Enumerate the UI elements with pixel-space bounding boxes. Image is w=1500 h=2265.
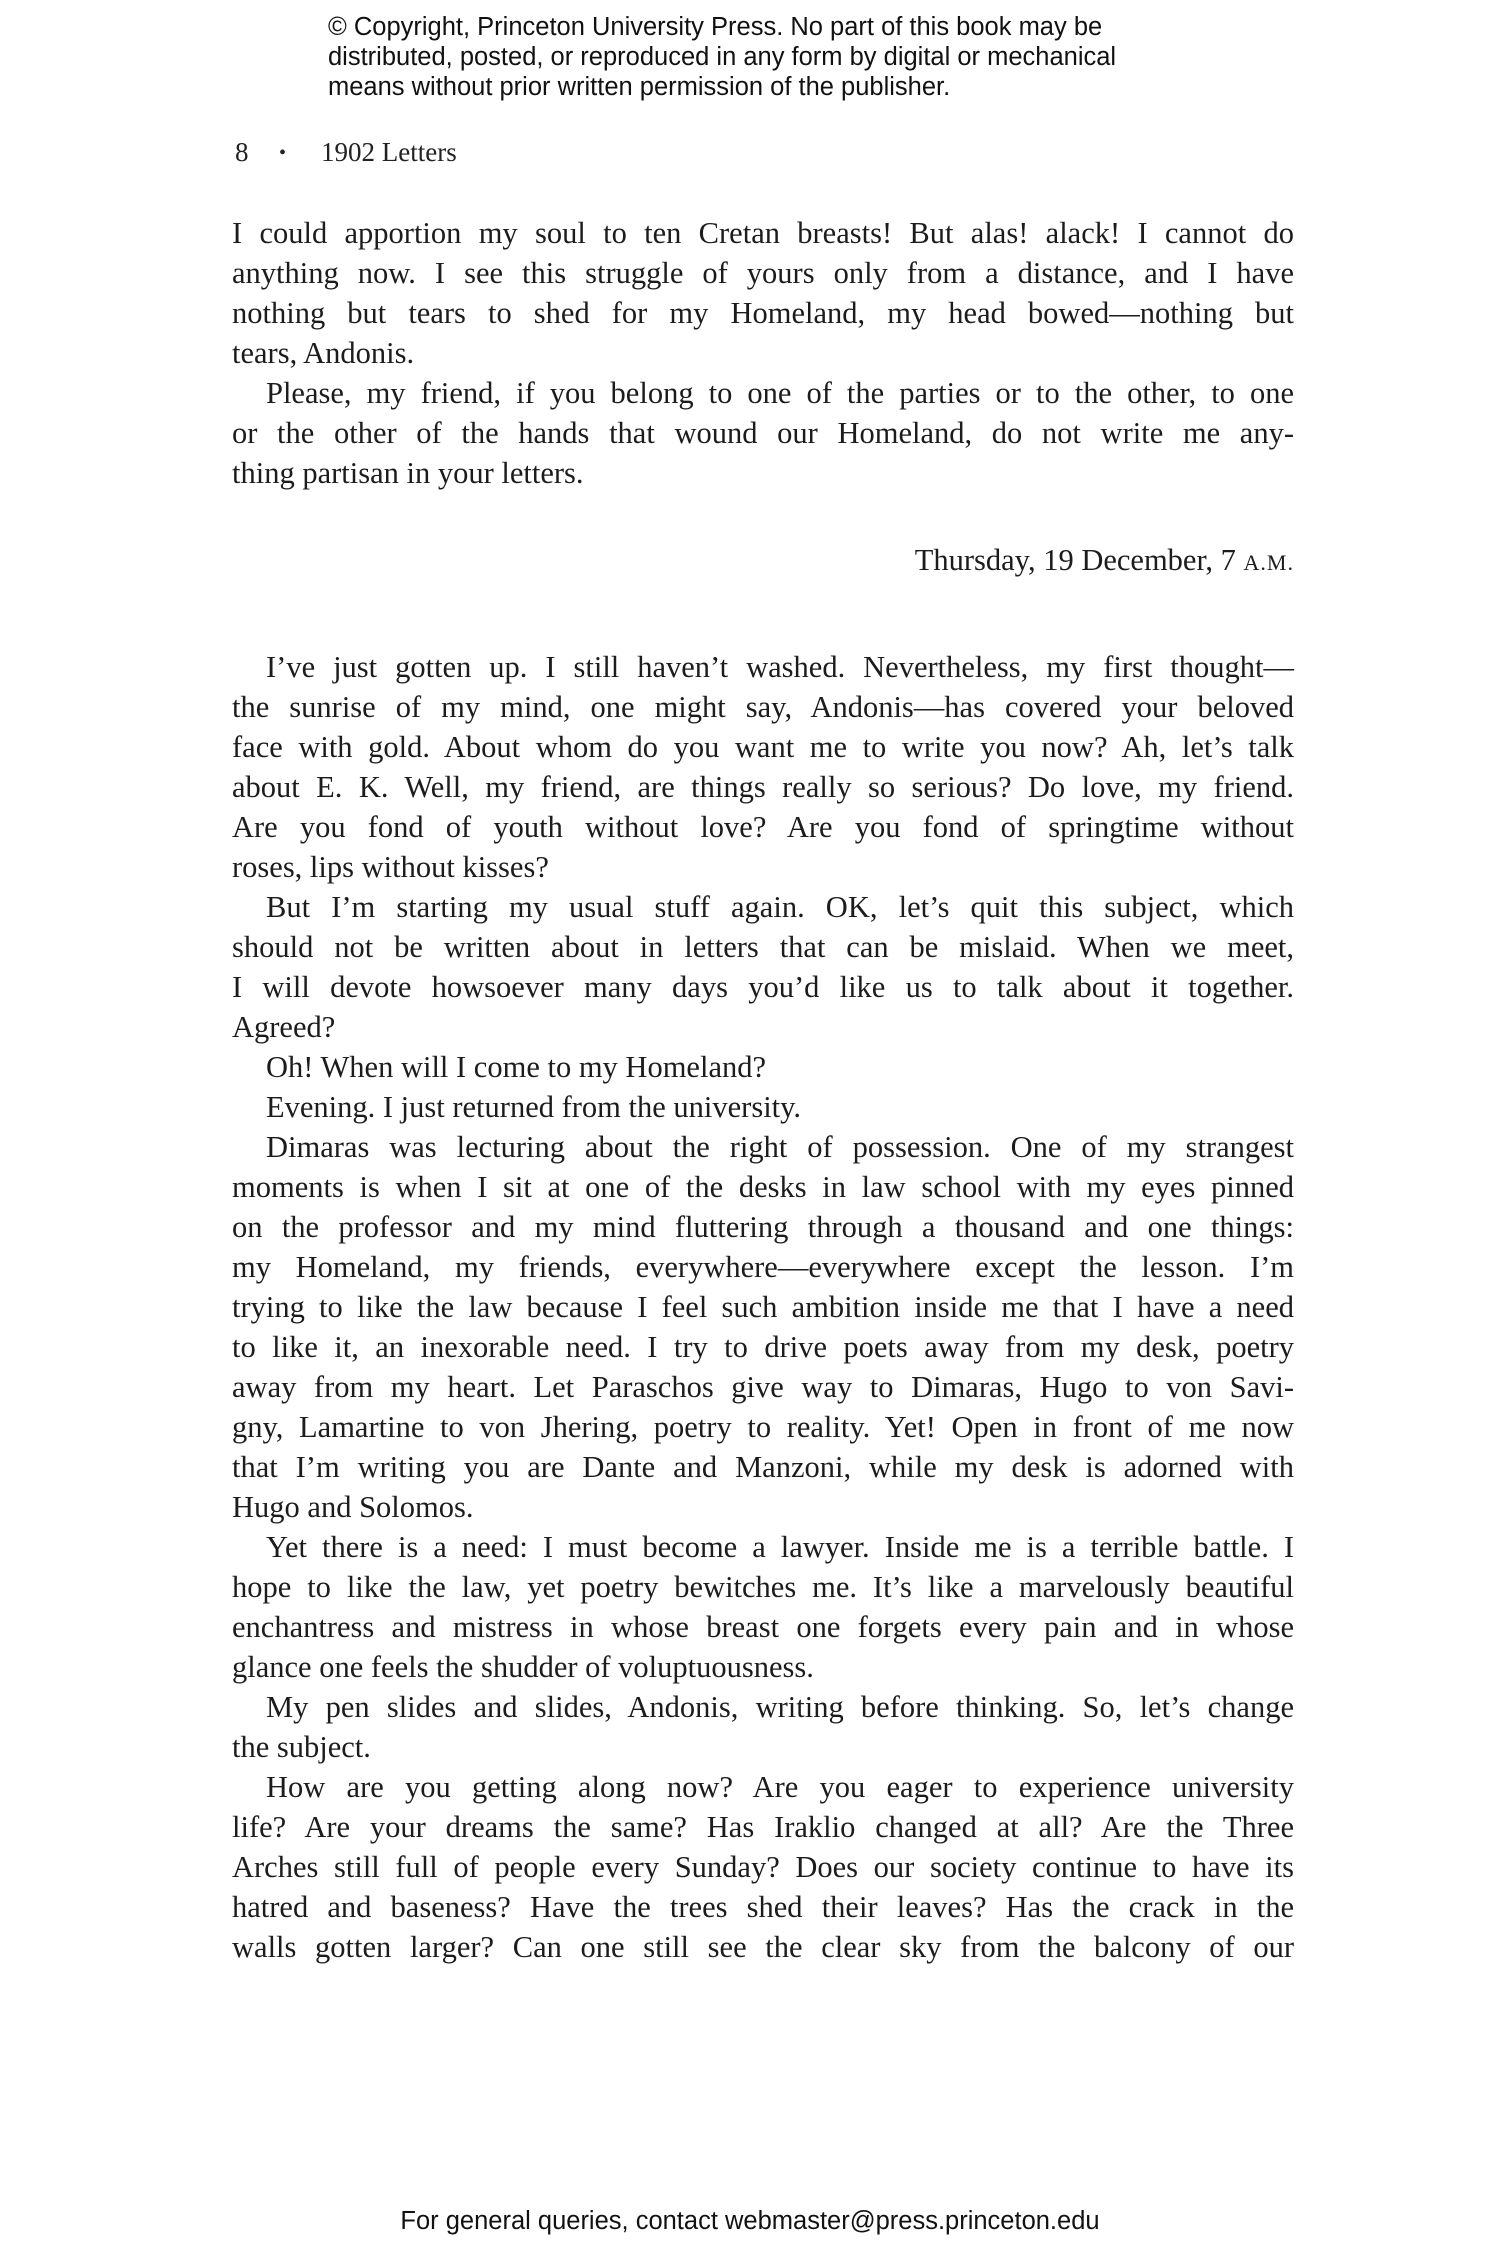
text-line: Dimaras was lecturing about the right of possession. One of my strangest	[266, 1130, 1294, 1164]
text-line: face with gold. About whom do you want me to write you now? Ah, let’s talk	[232, 730, 1294, 764]
text-line: Are you fond of youth without love? Are you fond of springtime without	[232, 810, 1294, 844]
paragraph	[232, 373, 1294, 493]
text-line: anything now. I see this struggle of yours only from a distance, and I have	[232, 256, 1294, 290]
text-line: or the other of the hands that wound our Homeland, do not write me any-	[232, 416, 1294, 450]
text-line: Please, my friend, if you belong to one of the parties or to the other, to one	[266, 376, 1294, 410]
text-line: hatred and baseness? Have the trees shed their leaves? Has the crack in the	[232, 1890, 1294, 1924]
text-line: to like it, an inexorable need. I try to drive poets away from my desk, poetry	[232, 1330, 1294, 1364]
paragraph	[232, 647, 1294, 887]
text-line: Oh! When will I come to my Homeland?	[266, 1050, 767, 1084]
text-line: I’ve just gotten up. I still haven’t washed. Nevertheless, my first thought—	[266, 650, 1294, 684]
text-line: life? Are your dreams the same? Has Iraklio changed at all? Are the Three	[232, 1810, 1294, 1844]
text-line: should not be written about in letters that can be mislaid. When we meet,	[232, 930, 1294, 964]
paragraph	[232, 1527, 1294, 1687]
text-line: Evening. I just returned from the university.	[266, 1090, 802, 1124]
running-head	[235, 134, 457, 170]
copyright-notice	[328, 12, 1228, 102]
copyright-line: © Copyright, Princeton University Press. No part of this book may be	[328, 13, 1103, 41]
letter-body-part-1	[232, 213, 1294, 493]
text-line: gny, Lamartine to von Jhering, poetry to reality. Yet! Open in front of me now	[232, 1410, 1294, 1444]
paragraph	[232, 213, 1294, 373]
copyright-line: means without prior written permission of the publisher.	[328, 73, 951, 101]
text-line: trying to like the law because I feel such ambition inside me that I have a need	[232, 1290, 1294, 1324]
text-line: enchantress and mistress in whose breast one forgets every pain and in whose	[232, 1610, 1294, 1644]
paragraph	[232, 887, 1294, 1047]
text-line: the subject.	[232, 1730, 371, 1764]
text-line: glance one feels the shudder of voluptuousness.	[232, 1650, 814, 1684]
text-line: tears, Andonis.	[232, 336, 415, 370]
copyright-line: distributed, posted, or reproduced in any form by digital or mechanical	[328, 43, 1117, 71]
text-line: hope to like the law, yet poetry bewitches me. It’s like a marvelously beautiful	[232, 1570, 1294, 1604]
text-line: I will devote howsoever many days you’d like us to talk about it together.	[232, 970, 1294, 1004]
text-line: I could apportion my soul to ten Cretan breasts! But alas! alack! I cannot do	[232, 216, 1294, 250]
text-line: Agreed?	[232, 1010, 336, 1044]
paragraph	[232, 1687, 1294, 1767]
text-line: about E. K. Well, my friend, are things really so serious? Do love, my friend.	[232, 770, 1294, 804]
text-line: thing partisan in your letters.	[232, 456, 584, 490]
text-line: walls gotten larger? Can one still see the clear sky from the balcony of our	[232, 1930, 1294, 1964]
page-number: 8	[235, 137, 249, 167]
paragraph	[232, 1047, 1294, 1087]
bullet-separator-icon: •	[279, 142, 287, 164]
text-line: the sunrise of my mind, one might say, Andonis—has covered your beloved	[232, 690, 1294, 724]
letter-body-part-2	[232, 647, 1294, 1967]
text-line: that I’m writing you are Dante and Manzoni, while my desk is adorned with	[232, 1450, 1294, 1484]
text-line: Yet there is a need: I must become a lawyer. Inside me is a terrible battle. I	[266, 1530, 1294, 1564]
paragraph	[232, 1127, 1294, 1527]
paragraph	[232, 1767, 1294, 1967]
text-line: Hugo and Solomos.	[232, 1490, 474, 1524]
dateline-time-suffix: A.M.	[1243, 550, 1294, 575]
footer-contact: For general queries, contact webmaster@press.princeton.edu	[400, 2207, 1100, 2235]
text-line: roses, lips without kisses?	[232, 850, 549, 884]
text-line: moments is when I sit at one of the desks in law school with my eyes pinned	[232, 1170, 1294, 1204]
text-line: My pen slides and slides, Andonis, writing before thinking. So, let’s change	[266, 1690, 1294, 1724]
dateline	[232, 540, 1294, 583]
text-line: my Homeland, my friends, everywhere—everywhere except the lesson. I’m	[232, 1250, 1294, 1284]
text-line: on the professor and my mind fluttering through a thousand and one things:	[232, 1210, 1294, 1244]
text-line: How are you getting along now? Are you eager to experience university	[266, 1770, 1294, 1804]
text-line: nothing but tears to shed for my Homeland, my head bowed—nothing but	[232, 296, 1294, 330]
text-line: away from my heart. Let Paraschos give way to Dimaras, Hugo to von Savi-	[232, 1370, 1294, 1404]
paragraph	[232, 1087, 1294, 1127]
running-head-title: 1902 Letters	[321, 137, 457, 167]
dateline-text: Thursday, 19 December, 7	[914, 543, 1244, 577]
text-line: But I’m starting my usual stuff again. OK, let’s quit this subject, which	[266, 890, 1294, 924]
text-line: Arches still full of people every Sunday? Does our society continue to have its	[232, 1850, 1294, 1884]
